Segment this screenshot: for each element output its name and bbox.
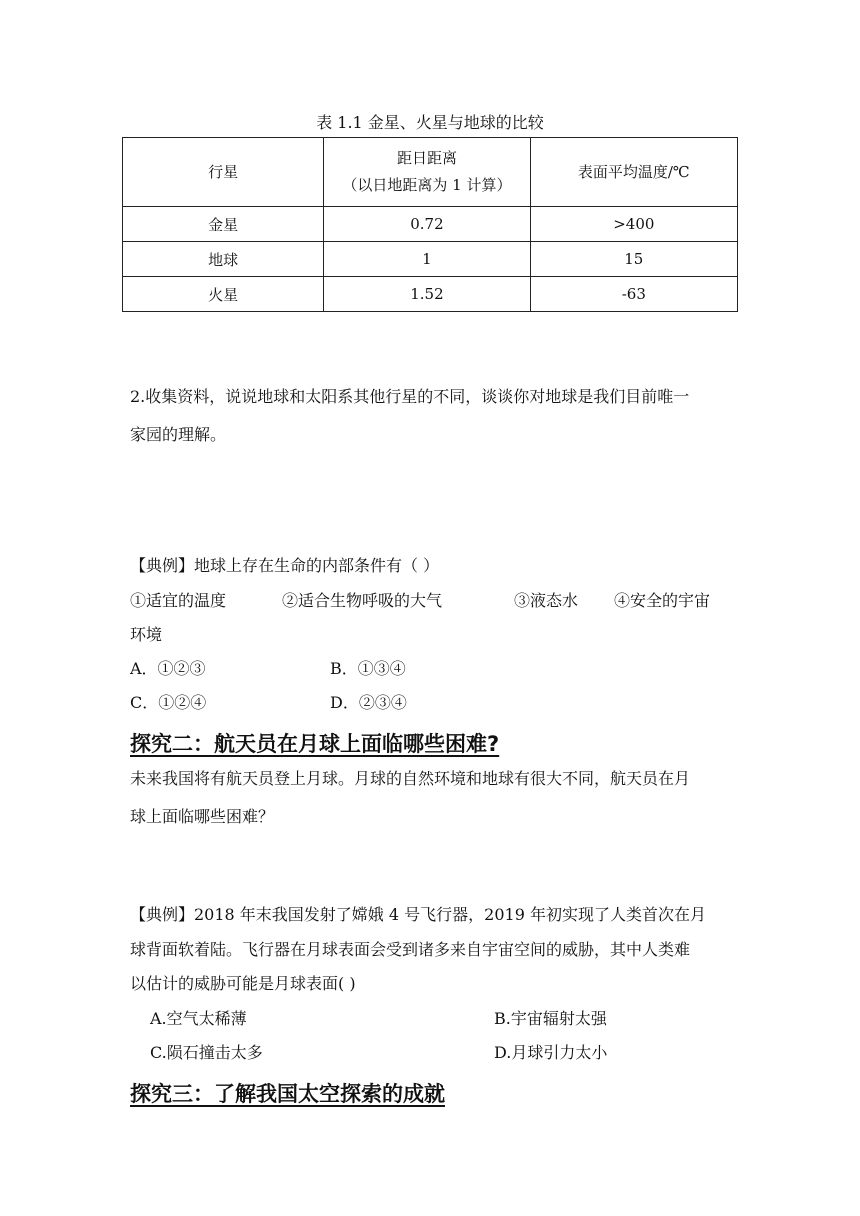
example1-condition-4: ④安全的宇宙 [614,591,711,610]
section2-line1: 未来我国将有航天员登上月球。月球的自然环境和地球有很大不同，航天员在月 [130,769,691,788]
header-distance-line1: 距日距离 [396,149,457,167]
example2-line1: 【典例】2018 年末我国发射了嫦娥 4 号飞行器，2019 年初实现了人类首次在月 [130,905,706,924]
example1-condition-2: ②适合生物呼吸的大气 [282,591,443,610]
example2-line2: 球背面软着陆。飞行器在月球表面会受到诸多来自宇宙空间的威胁，其中人类难 [130,940,691,959]
example1-stem: 【典例】地球上存在生命的内部条件有（ ） [130,556,440,575]
table-caption: 表 1.1 金星、火星与地球的比较 [316,113,544,132]
example1-option-d: D．②③④ [330,693,407,712]
header-temperature: 表面平均温度/℃ [530,138,737,207]
example1-option-c: C．①②④ [130,693,207,712]
header-planet: 行星 [123,138,324,207]
cell-planet: 金星 [123,207,324,242]
example2-option-b: B.宇宙辐射太强 [494,1009,607,1028]
header-distance-line2: （以日地距离为 1 计算） [342,176,512,194]
example1-option-a: A．①②③ [130,659,206,678]
example1-condition-line2: 环境 [130,625,163,644]
example1-option-b: B．①③④ [330,659,406,678]
example2-option-c: C.陨石撞击太多 [150,1043,263,1062]
comparison-table [122,137,738,312]
cell-temperature: -63 [530,277,737,312]
header-distance [324,138,530,207]
cell-planet: 地球 [123,242,324,277]
table-row [123,277,738,312]
question2-line2: 家园的理解。 [130,425,227,444]
table-row [123,207,738,242]
cell-distance: 0.72 [324,207,530,242]
question2-line1: 2.收集资料，说说地球和太阳系其他行星的不同，谈谈你对地球是我们目前唯一 [130,387,690,406]
cell-planet: 火星 [123,277,324,312]
table-row [123,242,738,277]
section2-title: 探究二：航天员在月球上面临哪些困难? [130,732,500,756]
section3-title: 探究三：了解我国太空探索的成就 [130,1082,445,1106]
example1-condition-3: ③液态水 [514,591,579,610]
example2-line3: 以估计的威胁可能是月球表面( ) [130,974,356,993]
cell-temperature: >400 [530,207,737,242]
cell-temperature: 15 [530,242,737,277]
cell-distance: 1 [324,242,530,277]
example2-option-d: D.月球引力太小 [494,1043,608,1062]
section2-line2: 球上面临哪些困难？ [130,807,275,826]
cell-distance: 1.52 [324,277,530,312]
example1-condition-1: ①适宜的温度 [130,591,227,610]
table-header-row [123,138,738,207]
example2-option-a: A.空气太稀薄 [150,1009,247,1028]
